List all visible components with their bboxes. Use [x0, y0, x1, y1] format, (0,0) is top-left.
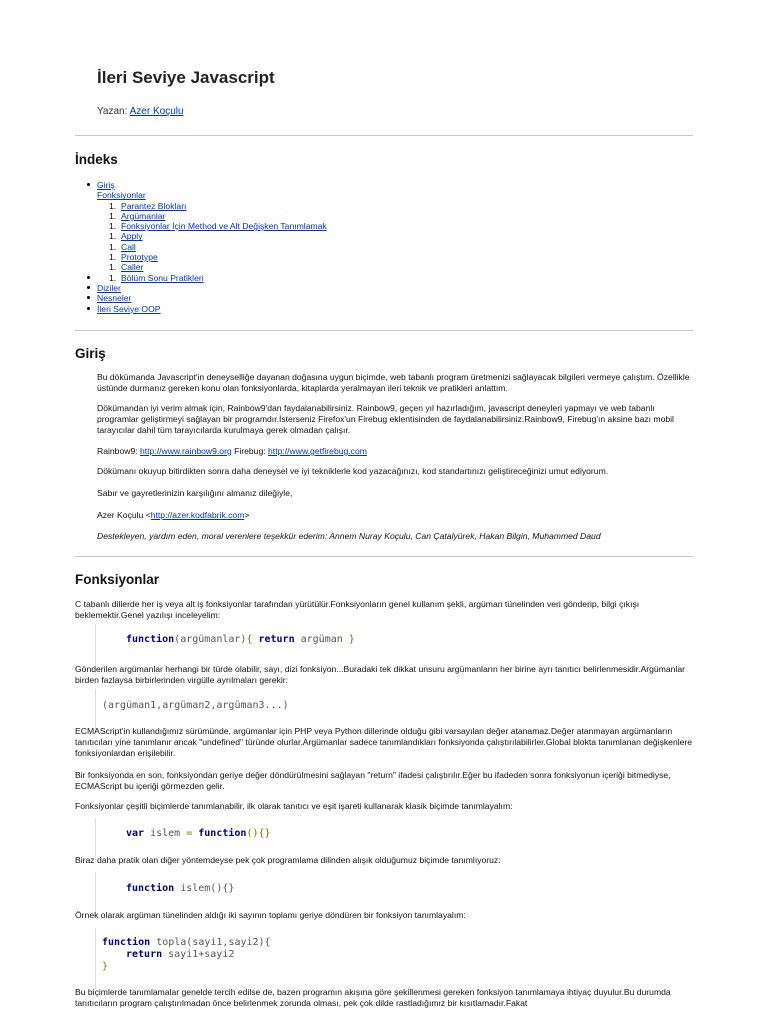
fonk-paragraph-5: Fonksiyonlar çeşitli biçimlerde tanımlanabilir, ilk olarak tanıtıcı ve eşit işareti kullanarak klasik biçimde tanımlayalım:	[75, 801, 513, 811]
index-link-fonksiyonlar[interactable]: Fonksiyonlar	[97, 190, 146, 201]
code-text: islem(){}	[174, 883, 235, 894]
firebug-label: Firebug:	[231, 446, 269, 456]
code-keyword: return	[126, 949, 163, 960]
subitem-number: 1.	[109, 262, 117, 273]
page-title: İleri Seviye Javascript	[97, 68, 275, 87]
subitem-number: 1.	[109, 200, 117, 211]
author-link[interactable]: Azer Koçulu	[129, 106, 184, 117]
divider	[75, 330, 693, 331]
index-link-prototype[interactable]: Prototype	[121, 252, 158, 263]
code-text: topla(sayi1,sayi2){	[150, 937, 271, 948]
bullet-icon	[87, 276, 90, 279]
index-link-parantez[interactable]: Parantez Blokları	[121, 200, 187, 211]
code-text: argüman	[294, 634, 349, 645]
index-link-call[interactable]: Call	[121, 241, 136, 252]
fonksiyonlar-heading: Fonksiyonlar	[75, 572, 160, 587]
giris-paragraph-4: Dökümanı okuyup bitirdikten sonra daha deneysel ve iyi tekniklerle kod yazacağınızı, kod standartınızı geliştireceğinizi umut ediyorum.	[97, 466, 609, 476]
byline	[97, 106, 184, 117]
author-prefix: Yazan:	[97, 106, 130, 117]
code-text: sayi1+sayi2	[162, 949, 235, 960]
code-text: islem	[144, 828, 187, 839]
fonk-paragraph-4: Bir fonksiyonda en son, fonksiyondan geriye değer döndürülmesini sağlayan "return" ifadesi çalıştırılır.Eğer bu ifadeden sonra fonksiyonun içeriği bitmediyse, ECMAScript bu içeriği görmezden gelir.	[75, 770, 671, 791]
index-link-apply[interactable]: Apply	[121, 231, 143, 242]
rainbow-label: Rainbow9:	[97, 446, 140, 456]
giris-paragraph-2: Dökümandan iyi verim almak için, Rainbow9'dan faydalanabilirsiniz. Rainbow9, geçen yıl hazırladığım, javascript deneyleri yapmayı ve web tabanlı programlar geliştirmeyi sağlayan bir programdır.İsterseniz Firefox'un Firebug eklentisinden de faydalanabilirsiniz.Rainbow9, Firebug'ın aksine bazı mobil tarayıcılar dahil tüm tarayıcılarda kurulmaya gerek olmadan çalışır.	[97, 403, 674, 435]
code-keyword: function	[126, 634, 175, 645]
code-text: (argüman1,argüman2,argüman3...)	[102, 700, 289, 711]
subitem-number: 1.	[109, 210, 117, 221]
index-link-oop[interactable]: İleri Seviye OOP	[97, 303, 161, 314]
code-brace: {	[246, 634, 259, 645]
index-link-bolum-sonu[interactable]: Bölüm Sonu Pratikleri	[121, 272, 204, 283]
fonk-paragraph-7: Örnek olarak argüman tünelinden aldığı iki sayının toplamı geriye döndüren bir fonksiyon tanımlayalım:	[75, 910, 466, 920]
index-link-nesneler[interactable]: Nesneler	[97, 293, 132, 304]
rainbow9-link[interactable]: http://www.rainbow9.org	[140, 446, 232, 456]
code-keyword: function	[102, 937, 151, 948]
index-link-diziler[interactable]: Diziler	[97, 282, 121, 293]
signature-close: >	[244, 510, 250, 520]
fonk-paragraph-6: Biraz daha pratik olan diğer yöntemdeyse pek çok programlama dilinden alışık olduğumuz biçimde tanımlıyoruz:	[75, 855, 501, 865]
code-brace: (){}	[246, 828, 271, 839]
fonk-paragraph-3: ECMAScript'in kullandığımız sürümünde, argümanlar için PHP veya Python dillerinde olduğu gibi varsayılan değer atanamaz.Değer atanmayan argümanların tanıtıcıları yine tanımlanır ancak "undefined" türünde olurlar.Argümanlar sadece tanımlandıkları fonksiyonda çalıştırılabilirler.Global blokta tanımlanan değişkenlere fonksiyonlardan erişilebilir.	[75, 726, 693, 758]
signature-name: Azer Koçulu <	[97, 510, 151, 520]
code-block-5	[95, 928, 694, 989]
index-heading: İndeks	[75, 152, 118, 167]
subitem-number: 1.	[109, 272, 117, 283]
bullet-icon	[87, 307, 90, 310]
subitem-number: 1.	[109, 241, 117, 252]
thanks-line: Destekleyen, yardım eden, moral verenlere teşekkür ederim: Annem Nuray Koçulu, Can Çatalyürek, Hakan Bilgin, Muhammed Daud	[97, 531, 601, 541]
code-block-1	[95, 624, 694, 666]
subitem-number: 1.	[109, 231, 117, 242]
divider	[75, 135, 693, 136]
fonk-paragraph-8: Bu biçimlerde tanımlamalar genelde tercih edilse de, bazen programın akışına göre şekillenmesi gereken fonksiyon tanımlamaya ihtiyaç duyulur.Bu durumda tanıtıcıların program çalıştırılmadan önce belirlenmek zorunda olması, pek çok dilde rastladığımız bir kısıtlamadır.Fakat	[75, 987, 671, 1008]
giris-heading: Giriş	[75, 346, 106, 361]
firebug-link[interactable]: http://www.getfirebug.com	[268, 446, 367, 456]
bullet-icon	[87, 183, 90, 186]
signature-line	[97, 510, 693, 521]
bullet-icon	[87, 296, 90, 299]
divider	[75, 556, 693, 557]
bullet-icon	[87, 286, 90, 289]
links-line	[97, 446, 693, 457]
code-keyword: return	[258, 634, 295, 645]
code-keyword: var	[126, 828, 145, 839]
index-link-argumanlar[interactable]: Argümanlar	[121, 210, 166, 221]
subitem-number: 1.	[109, 221, 117, 232]
fonk-paragraph-1: C tabanlı dillerde her iş veya alt iş fonksiyonlar tarafından yürütülür.Fonksiyonların genel kullanım şekli, argüman tünelinden veri gönderip, bilgi çıkışı beklemektir.Genel yazılışı inceleyelim:	[75, 599, 640, 620]
subitem-number: 1.	[109, 252, 117, 263]
giris-paragraph-1: Bu dökümanda Javascript'in deneyselliğe dayanan doğasına uygun biçimde, web tabanlı program üretmenizi sağlayacak bilgileri vermeye çalıştım. Özellikle üstünde durmanız gereken konu olan fonksiyonlarda, kitaplarda yeralmayan ileri teknik ve pratikleri anlattım.	[97, 372, 690, 393]
giris-paragraph-5: Sabır ve gayretlerinizin karşılığını almanız dileğiyle,	[97, 488, 293, 498]
code-brace: }	[348, 634, 355, 645]
code-keyword: function	[126, 883, 175, 894]
author-site-link[interactable]: http://azer.kodfabrik.com	[150, 510, 245, 520]
index-link-giris[interactable]: Giriş	[97, 180, 115, 190]
code-brace: }	[102, 961, 109, 972]
index-link-method[interactable]: Fonksiyonlar İçin Method ve Alt Değişken Tanımlamak	[121, 221, 327, 232]
code-keyword: function	[198, 828, 247, 839]
index-link-caller[interactable]: Caller	[121, 262, 144, 273]
fonk-paragraph-2: Gönderilen argümanlar herhangi bir türde olabilir, sayı, dizi fonksiyon...Buradaki tek dikkat unsuru argümanların her birine ayrı tanıtıcı belirlenmesidir.Argümanlar birden fazlaysa birbirlerinden virgülle ayrılmaları gerekir:	[75, 664, 685, 685]
code-operator: =	[186, 828, 199, 839]
code-text: (argümanlar)	[174, 634, 247, 645]
